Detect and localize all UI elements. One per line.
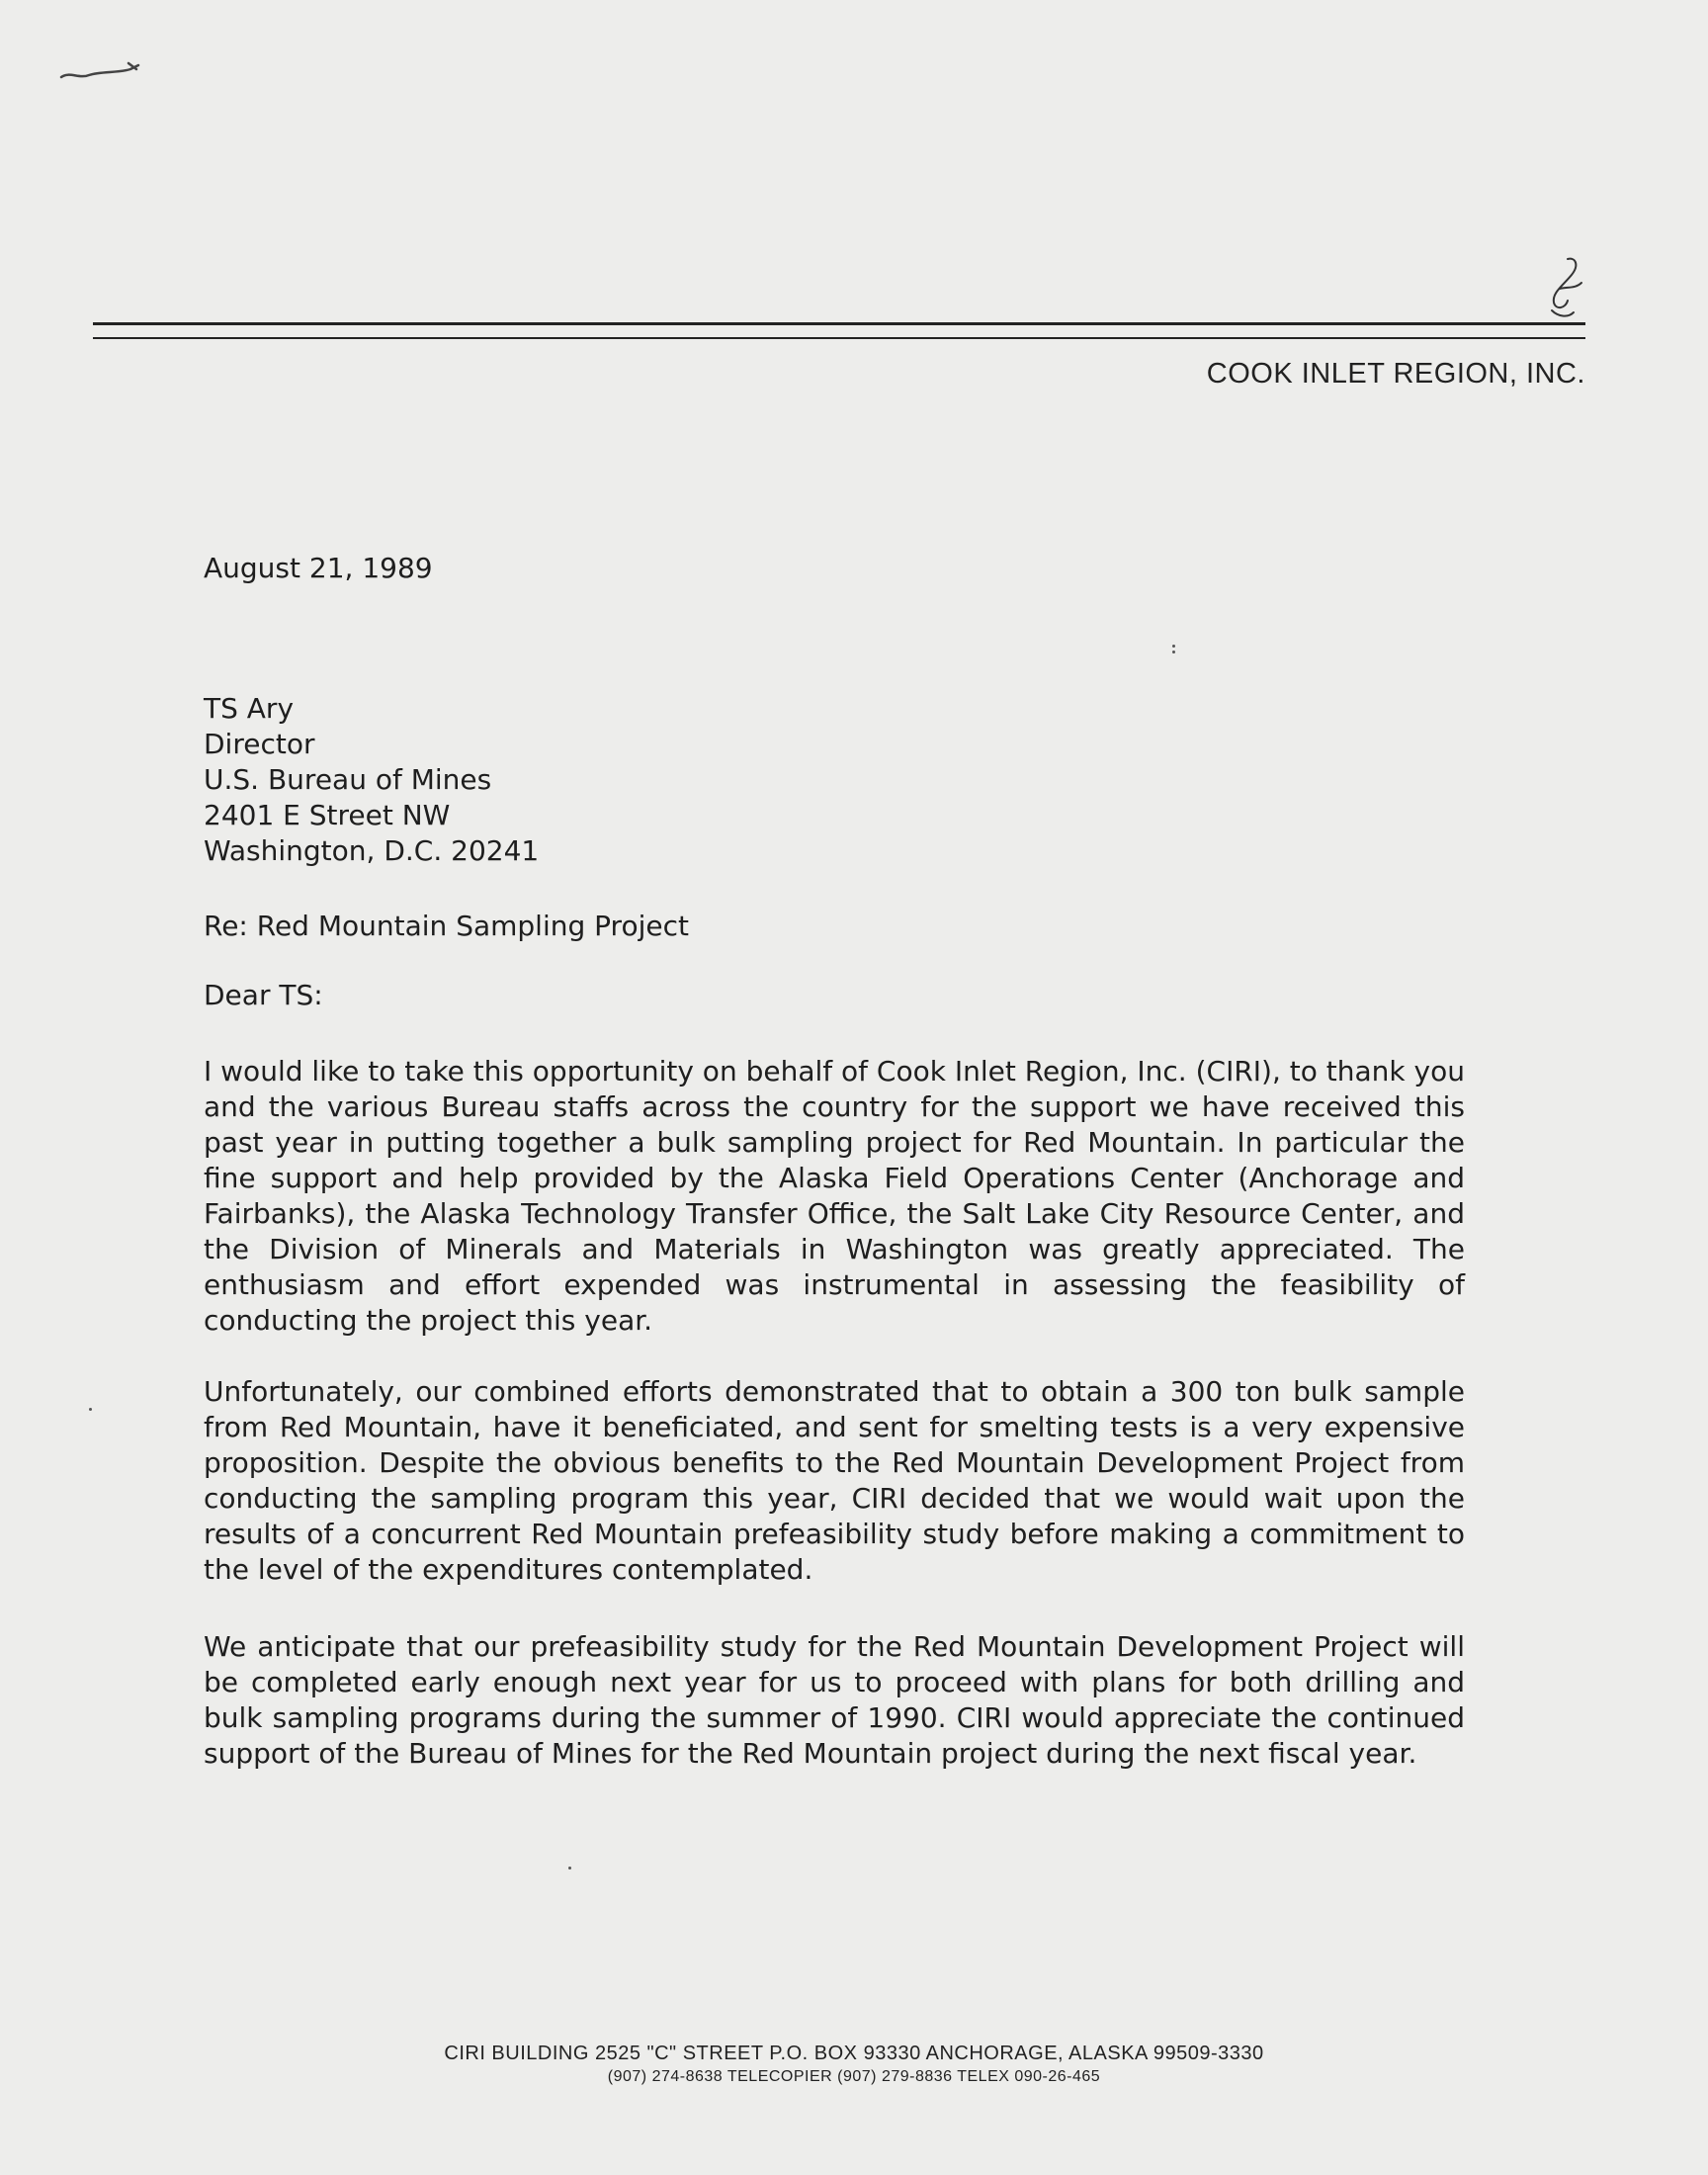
body-paragraph: We anticipate that our prefeasibility study for the Red Mountain Development Project will be completed early enough next year for us to proceed with plans for both drilling and bulk sampling programs during the summer of 1990. CIRI would appreciate the continued support of the Bureau of Mines for the Red Mountain project during the next fiscal year. xyxy=(204,1630,1465,1770)
speck xyxy=(1172,645,1175,648)
footer-address: CIRI BUILDING 2525 "C" STREET P.O. BOX 93330 ANCHORAGE, ALASKA 99509-3330 xyxy=(444,2043,1264,2064)
recipient-address xyxy=(204,691,539,869)
corner-pen-mark xyxy=(59,59,168,89)
recipient-organization: U.S. Bureau of Mines xyxy=(204,763,492,796)
letterhead-rule-top xyxy=(93,322,1585,325)
recipient-title: Director xyxy=(204,728,315,760)
handwritten-initials xyxy=(1538,253,1587,324)
speck xyxy=(568,1867,571,1870)
footer-phone: (907) 274-8638 TELECOPIER (907) 279-8836 TELEX 090-26-465 xyxy=(607,2068,1101,2085)
company-name: COOK INLET REGION, INC. xyxy=(1206,358,1585,390)
speck xyxy=(89,1408,92,1411)
recipient-name: TS Ary xyxy=(204,692,295,725)
body-paragraph: Unfortunately, our combined efforts demonstrated that to obtain a 300 ton bulk sample from Red Mountain, have it beneficiated, and sent for smelting tests is a very expensive proposition. Despite the obvious benefits to the Red Mountain Development Project from conducting the sampling program this year, CIRI decided that we would wait upon the results of a concurrent Red Mountain prefeasibility study before making a commitment to the level of the expenditures contemplated. xyxy=(204,1375,1465,1586)
salutation: Dear TS: xyxy=(204,979,323,1011)
body-paragraph: I would like to take this opportunity on behalf of Cook Inlet Region, Inc. (CIRI), to thank you and the various Bureau staffs across the country for the support we have received this past year in putting together a bulk sampling project for Red Mountain. In particular the fine support and help provided by the Alaska Field Operations Center (Anchorage and Fairbanks), the Alaska Technology Transfer Office, the Salt Lake City Resource Center, and the Division of Minerals and Materials in Washington was greatly appreciated. The enthusiasm and effort expended was instrumental in assessing the feasibility of conducting the project this year. xyxy=(204,1055,1465,1337)
letterhead-rule-bottom xyxy=(93,337,1585,339)
subject-line: Re: Red Mountain Sampling Project xyxy=(204,910,689,942)
recipient-street: 2401 E Street NW xyxy=(204,799,451,831)
recipient-city: Washington, D.C. 20241 xyxy=(204,834,540,867)
speck xyxy=(1172,651,1175,653)
letter-date: August 21, 1989 xyxy=(204,552,433,584)
